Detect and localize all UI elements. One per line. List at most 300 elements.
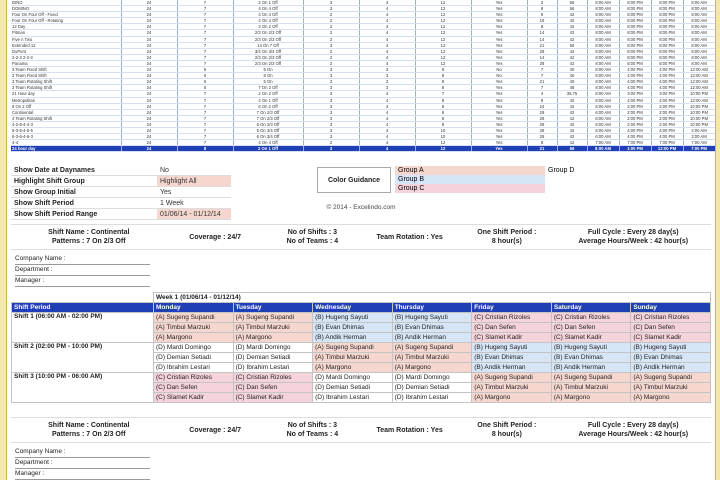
pattern-cell: 5	[177, 85, 233, 91]
pattern-cell: 8:00 AM	[683, 30, 715, 36]
schedule-cell: (D) Demian Setiadi	[233, 353, 313, 363]
pattern-cell: 8	[527, 140, 557, 146]
pattern-cell: 7	[177, 30, 233, 36]
pattern-cell: 14	[527, 54, 557, 60]
pattern-name-cell: 5-3-5-4-5-5	[11, 127, 121, 133]
pattern-cell: 4 On 4 Off	[233, 12, 303, 18]
pattern-cell: 8:00 AM	[587, 24, 619, 30]
pattern-cell: 3	[303, 42, 359, 48]
pattern-name-cell: Four On Four Off - Fixed	[11, 12, 121, 18]
pattern-cell: 4:00 PM	[619, 97, 651, 103]
pattern-cell: 8:00 PM	[619, 0, 651, 6]
day-header-monday: Monday	[154, 303, 234, 313]
schedule-cell: (D) Demian Setiadi	[392, 383, 472, 393]
shift-name-block	[11, 418, 167, 442]
pattern-cell: 5 On	[233, 67, 303, 73]
pattern-cell: 3	[303, 0, 359, 6]
pattern-cell: 2	[303, 36, 359, 42]
pattern-name-cell: 3 Team Rotating Shift	[11, 85, 121, 91]
pattern-cell: 8:00 AM	[587, 42, 619, 48]
pattern-name-cell: 12 Day	[11, 24, 121, 30]
group-b-swatch: Group B	[395, 175, 545, 184]
pattern-cell: 7	[527, 85, 557, 91]
pattern-cell: 42	[557, 121, 587, 127]
pattern-cell: 10	[415, 127, 471, 133]
pattern-cell: 2/3 On 2/3 Off	[233, 60, 303, 66]
schedule-cell: (A) Timbul Marzuki	[551, 383, 631, 393]
pattern-cell: 10:00 PM	[683, 103, 715, 109]
color-guidance-label: Color Guidance	[317, 167, 391, 193]
schedule-cell: (D) Ibrahim Lestari	[154, 363, 234, 373]
pattern-cell: 8:00 PM	[651, 54, 683, 60]
pattern-cell: Yes	[471, 42, 527, 48]
pattern-cell: 8:00 AM	[683, 0, 715, 6]
schedule-cell: (C) Slamet Kadir	[551, 333, 631, 343]
pattern-cell: 3	[359, 73, 415, 79]
shift-label: Shift 2 (02:00 PM - 10:00 PM)	[12, 343, 154, 373]
pattern-cell: 4	[359, 36, 415, 42]
pattern-cell: 42	[557, 115, 587, 121]
pattern-cell: 10:00 PM	[683, 91, 715, 97]
pattern-cell: 2/3 On 2/3 Off	[233, 54, 303, 60]
pattern-cell: 8	[415, 121, 471, 127]
shift-info-bar-2	[11, 417, 711, 443]
schedule-cell: (B) Evan Dhimas	[313, 323, 393, 333]
pattern-cell: 12:00 PM	[651, 146, 683, 152]
pattern-cell: Yes	[471, 103, 527, 109]
pattern-cell: 8	[415, 115, 471, 121]
pattern-cell: 12	[415, 12, 471, 18]
schedule-cell: (A) Sugeng Supandi	[233, 313, 313, 323]
pattern-cell: 2 On 2 Off	[233, 24, 303, 30]
one-shift-period: One Shift Period :	[477, 229, 537, 236]
pattern-name-cell: 6 On 2 Off	[11, 103, 121, 109]
pattern-cell: 10:00 PM	[683, 121, 715, 127]
schedule-cell: (B) Andik Herman	[392, 333, 472, 343]
setting-row	[11, 187, 231, 198]
pattern-cell: Yes	[471, 146, 527, 152]
pattern-cell: 24	[121, 67, 177, 73]
pattern-cell: 8:00 AM	[587, 73, 619, 79]
pattern-cell: 4	[359, 109, 415, 115]
pattern-cell: 8:00 PM	[651, 42, 683, 48]
pattern-cell: 4	[359, 146, 415, 152]
pattern-cell: 7	[177, 115, 233, 121]
setting-value-dropdown[interactable]: Highlight All	[157, 176, 231, 187]
pattern-cell: 7	[177, 109, 233, 115]
pattern-cell: 8	[415, 79, 471, 85]
pattern-cell: 8:00 PM	[619, 36, 651, 42]
shift-patterns: Patterns : 7 On 2/3 Off	[52, 431, 126, 438]
pattern-cell: 4	[359, 18, 415, 24]
pattern-cell: 4	[359, 30, 415, 36]
pattern-cell: 8:00 PM	[619, 18, 651, 24]
pattern-cell: 2	[303, 54, 359, 60]
schedule-cell: (C) Cristian Rizoles	[631, 313, 711, 323]
schedule-cell: (B) Andik Herman	[631, 363, 711, 373]
pattern-cell: 8:00 PM	[651, 48, 683, 54]
pattern-cell: 4	[359, 127, 415, 133]
pattern-cell: 3	[303, 103, 359, 109]
pattern-cell: 3	[303, 79, 359, 85]
pattern-cell: 24	[121, 0, 177, 6]
schedule-cell: (C) Cristian Rizoles	[551, 313, 631, 323]
pattern-cell: 8:00 PM	[651, 24, 683, 30]
pattern-cell: 4:00 PM	[651, 67, 683, 73]
pattern-cell: 28	[527, 48, 557, 54]
department-field[interactable]: Department :	[15, 458, 150, 469]
pattern-cell: 4:00 PM	[651, 134, 683, 140]
pattern-cell: 4 On 4 Off	[233, 6, 303, 12]
pattern-cell: 4:00 PM	[619, 79, 651, 85]
pattern-cell: 10:00 PM	[683, 115, 715, 121]
pattern-cell: 8:00 AM	[683, 12, 715, 18]
pattern-cell: 21	[527, 146, 557, 152]
pattern-cell: 7	[177, 134, 233, 140]
pattern-cell: 7	[177, 121, 233, 127]
pattern-cell: 2:00 PM	[619, 115, 651, 121]
pattern-cell: 24	[121, 36, 177, 42]
shifts-block	[264, 418, 361, 442]
manager-field[interactable]: Manager :	[15, 276, 150, 287]
pattern-cell: 8	[527, 6, 557, 12]
pattern-cell: 2:00 AM	[683, 127, 715, 133]
schedule-cell: (A) Timbul Marzuki	[472, 383, 552, 393]
pattern-name-cell: 6-3-6-4-6-3	[11, 134, 121, 140]
pattern-cell: 12	[415, 140, 471, 146]
schedule-cell: (D) Mardi Domingo	[154, 343, 234, 353]
schedule-cell: (D) Mardi Domingo	[233, 343, 313, 353]
pattern-cell: 6:00 AM	[587, 115, 619, 121]
pattern-cell: 4:00 PM	[651, 73, 683, 79]
schedule-cell: (B) Evan Dhimas	[631, 353, 711, 363]
pattern-cell: 8	[177, 146, 233, 152]
schedule-cell: (B) Andik Herman	[313, 333, 393, 343]
pattern-cell: 8:00 AM	[683, 36, 715, 42]
pattern-cell: 36.75	[557, 91, 587, 97]
pattern-cell: 24	[121, 85, 177, 91]
pattern-cell: 4	[359, 134, 415, 140]
pattern-cell: 42	[557, 134, 587, 140]
pattern-cell: 5	[177, 67, 233, 73]
pattern-cell: 8:00 PM	[651, 36, 683, 42]
schedule-cell: (D) Mardi Domingo	[313, 373, 393, 383]
pattern-cell: 42	[557, 12, 587, 18]
pattern-cell: 4	[359, 140, 415, 146]
setting-value-dropdown[interactable]: 1 Week	[157, 198, 231, 209]
schedule-header-row	[12, 303, 711, 313]
schedule-cell: (B) Hugeng Sayuti	[551, 343, 631, 353]
pattern-cell: Yes	[471, 121, 527, 127]
pattern-cell: 2 On 2 Off	[233, 91, 303, 97]
pattern-cell: 7	[177, 140, 233, 146]
pattern-cell: 42	[557, 24, 587, 30]
pattern-cell: Yes	[471, 30, 527, 36]
schedule-cell: (C) Slamet Kadir	[154, 393, 234, 403]
pattern-cell: 8:00 PM	[651, 12, 683, 18]
pattern-cell: 8	[415, 103, 471, 109]
pattern-cell: 2	[303, 140, 359, 146]
shift-name: Shift Name : Continental	[48, 422, 130, 429]
day-header-tuesday: Tuesday	[233, 303, 313, 313]
schedule-cell: (C) Cristian Rizoles	[154, 373, 234, 383]
pattern-cell: Yes	[471, 97, 527, 103]
pattern-cell: Yes	[471, 60, 527, 66]
pattern-cell: 7	[415, 91, 471, 97]
pattern-cell: 3	[359, 67, 415, 73]
pattern-cell: 56	[557, 42, 587, 48]
pattern-cell: 21	[527, 79, 557, 85]
one-shift-block	[458, 225, 555, 249]
pattern-cell: 3	[303, 134, 359, 140]
schedule-cell: (B) Hugeng Sayuti	[392, 313, 472, 323]
setting-label: Highlight Shift Group	[11, 176, 157, 187]
pattern-cell: 8 On	[233, 73, 303, 79]
pattern-cell: 8:00 AM	[587, 6, 619, 12]
pattern-cell: 2	[303, 18, 359, 24]
pattern-cell: 4:00 PM	[619, 85, 651, 91]
schedule-row	[12, 343, 711, 353]
pattern-name-cell: 21 Hour day	[11, 91, 121, 97]
pattern-cell: 7:00 PM	[651, 140, 683, 146]
pattern-cell: 4	[359, 54, 415, 60]
pattern-cell: 3	[303, 6, 359, 12]
pattern-cell: 14	[527, 30, 557, 36]
pattern-cell: Yes	[471, 85, 527, 91]
pattern-cell: 12	[415, 6, 471, 12]
shift-patterns-table	[11, 0, 716, 152]
pattern-cell: 24	[527, 103, 557, 109]
spreadsheet-page	[6, 0, 716, 480]
one-shift-value: 8 hour(s)	[491, 431, 522, 438]
pattern-cell: 7	[177, 6, 233, 12]
pattern-cell: 4	[359, 42, 415, 48]
team-rotation: Team Rotation : Yes	[376, 426, 443, 434]
pattern-cell: 24	[121, 12, 177, 18]
pattern-cell: 7 On 2/3 Off	[233, 109, 303, 115]
pattern-cell: 5 On 3/4 Off	[233, 127, 303, 133]
pattern-cell: 3	[359, 79, 415, 85]
pattern-cell: 8	[415, 97, 471, 103]
pattern-cell: 6:00 AM	[587, 103, 619, 109]
group-a-swatch: Group A	[395, 166, 545, 175]
pattern-cell: 42	[557, 48, 587, 54]
setting-value-dropdown[interactable]: Yes	[157, 187, 231, 198]
day-header-wednesday: Wednesday	[313, 303, 393, 313]
shift-name: Shift Name : Continental	[48, 229, 130, 236]
pattern-cell: 24	[121, 121, 177, 127]
pattern-cell: 12	[415, 54, 471, 60]
pattern-cell: 28	[527, 134, 557, 140]
pattern-cell: 3	[303, 121, 359, 127]
department-field[interactable]: Department :	[15, 265, 150, 276]
schedule-cell: (A) Sugeng Supandi	[631, 373, 711, 383]
pattern-cell: 24	[121, 54, 177, 60]
pattern-cell: 24	[121, 42, 177, 48]
setting-label: Show Group Initial	[11, 187, 157, 198]
pattern-cell: 12:00 AM	[683, 73, 715, 79]
pattern-cell: 8:00 PM	[619, 54, 651, 60]
pattern-cell: Yes	[471, 0, 527, 6]
pattern-cell: 8:00 AM	[587, 12, 619, 18]
num-shifts: No of Shifts : 3	[287, 229, 338, 236]
schedule-cell: (C) Dan Sefen	[551, 323, 631, 333]
pattern-cell: 7	[177, 54, 233, 60]
pattern-cell: 4	[359, 91, 415, 97]
pattern-cell: 42	[557, 103, 587, 109]
schedule-cell: (A) Timbul Marzuki	[233, 323, 313, 333]
pattern-cell: 3	[303, 91, 359, 97]
schedule-cell: (B) Hugeng Sayuti	[631, 343, 711, 353]
pattern-cell: 24	[121, 30, 177, 36]
schedule-cell: (A) Margono	[631, 393, 711, 403]
pattern-cell: 21	[527, 42, 557, 48]
pattern-cell: 42	[557, 60, 587, 66]
schedule-cell: (C) Slamet Kadir	[631, 333, 711, 343]
pattern-cell: 7	[177, 127, 233, 133]
pattern-cell: 7:00 AM	[587, 140, 619, 146]
pattern-name-cell: 24 hour day	[11, 146, 121, 152]
pattern-cell: 24	[121, 109, 177, 115]
group-c-swatch: Group C	[395, 184, 545, 193]
pattern-cell: 8	[415, 109, 471, 115]
pattern-cell: 12:00 AM	[683, 85, 715, 91]
pattern-cell: 3	[303, 67, 359, 73]
average-hours: Average Hours/Week : 42 hour(s)	[578, 431, 689, 438]
pattern-cell: 24	[121, 91, 177, 97]
pattern-cell: 7	[177, 36, 233, 42]
schedule-cell: (C) Slamet Kadir	[472, 333, 552, 343]
setting-value-dropdown[interactable]: 01/06/14 - 01/12/14	[157, 209, 231, 220]
pattern-cell: 42	[557, 140, 587, 146]
pattern-cell: 24	[121, 127, 177, 133]
pattern-cell: 2/3 On 2/3 Off	[233, 30, 303, 36]
pattern-cell: 24	[121, 18, 177, 24]
full-cycle: Full Cycle : Every 28 day(s)	[587, 422, 679, 429]
schedule-cell: (A) Margono	[392, 363, 472, 373]
pattern-cell: 4	[359, 115, 415, 121]
pattern-cell: 7 On 2/3 Off	[233, 115, 303, 121]
pattern-cell: 6 On 3/4 Off	[233, 134, 303, 140]
pattern-cell: 6:00 AM	[587, 109, 619, 115]
company-name-field[interactable]: Company Name :	[15, 447, 150, 458]
shift-name-block	[11, 225, 167, 249]
schedule-cell: (B) Evan Dhimas	[472, 353, 552, 363]
pattern-cell: 56	[557, 6, 587, 12]
pattern-cell: 2	[303, 12, 359, 18]
day-header-sunday: Sunday	[631, 303, 711, 313]
company-name-field[interactable]: Company Name :	[15, 254, 150, 265]
pattern-cell: 8	[415, 67, 471, 73]
pattern-cell: 2:00 PM	[619, 103, 651, 109]
pattern-cell: 4	[359, 6, 415, 12]
pattern-cell: Yes	[471, 12, 527, 18]
manager-field[interactable]: Manager :	[15, 469, 150, 480]
schedule-cell: (A) Timbul Marzuki	[631, 383, 711, 393]
pattern-cell: 4 On 4 Off	[233, 18, 303, 24]
pattern-cell: 56	[557, 0, 587, 6]
pattern-cell: 7	[177, 60, 233, 66]
pattern-cell: 12:00 AM	[683, 67, 715, 73]
pattern-cell: 12	[415, 30, 471, 36]
pattern-cell: 12	[415, 42, 471, 48]
pattern-cell: 40	[557, 79, 587, 85]
pattern-cell: 4	[359, 97, 415, 103]
pattern-cell: 12	[415, 0, 471, 6]
pattern-cell: 7	[177, 48, 233, 54]
pattern-cell: 2:00 PM	[619, 121, 651, 127]
pattern-cell: 5	[177, 73, 233, 79]
pattern-cell: 4:00 PM	[651, 127, 683, 133]
pattern-cell: Yes	[471, 18, 527, 24]
pattern-cell: 8	[415, 85, 471, 91]
pattern-name-cell: Metropolitan	[11, 97, 121, 103]
pattern-cell: 24	[121, 60, 177, 66]
pattern-cell: 2:00 PM	[619, 109, 651, 115]
cycle-block	[555, 418, 711, 442]
pattern-cell: 4	[359, 0, 415, 6]
schedule-cell: (D) Demian Setiadi	[313, 383, 393, 393]
pattern-cell: 2:00 PM	[651, 121, 683, 127]
pattern-name-cell: DuPont	[11, 48, 121, 54]
pattern-row[interactable]	[11, 146, 715, 152]
pattern-cell: 24	[121, 97, 177, 103]
pattern-cell: 24	[121, 24, 177, 30]
pattern-cell: 24	[121, 140, 177, 146]
pattern-cell: 12	[415, 18, 471, 24]
pattern-cell: 24	[121, 48, 177, 54]
pattern-cell: 8:00 AM	[587, 91, 619, 97]
pattern-cell: 7	[177, 0, 233, 6]
pattern-cell: 24	[121, 103, 177, 109]
day-header-thursday: Thursday	[392, 303, 472, 313]
pattern-cell: 8:00 AM	[683, 60, 715, 66]
schedule-cell: (A) Timbul Marzuki	[313, 353, 393, 363]
pattern-cell: 16	[527, 18, 557, 24]
pattern-cell: 4:00 PM	[651, 85, 683, 91]
pattern-name-cell: 4 Team Rotating Shift	[11, 115, 121, 121]
pattern-cell: 8:00 AM	[587, 48, 619, 54]
pattern-cell: 5 On	[233, 79, 303, 85]
cycle-block	[555, 225, 711, 249]
pattern-name-cell: Panama	[11, 60, 121, 66]
coverage: Coverage : 24/7	[189, 233, 242, 241]
pattern-cell: 2:00 PM	[651, 115, 683, 121]
full-cycle: Full Cycle : Every 28 day(s)	[587, 229, 679, 236]
pattern-cell: 8:00 AM	[587, 18, 619, 24]
pattern-cell: 24	[121, 134, 177, 140]
pattern-cell: 8:00 AM	[587, 79, 619, 85]
pattern-cell: 8:00 AM	[683, 42, 715, 48]
pattern-cell: 6:00 AM	[587, 121, 619, 127]
schedule-cell: (D) Mardi Domingo	[392, 373, 472, 383]
pattern-cell: 8:00 AM	[683, 48, 715, 54]
pattern-cell: 8:00 PM	[651, 0, 683, 6]
pattern-cell: 6:00 AM	[587, 134, 619, 140]
pattern-cell: 2 On 1 Off	[233, 146, 303, 152]
pattern-cell: 24	[121, 73, 177, 79]
schedule-cell: (A) Margono	[313, 363, 393, 373]
schedule-cell: (C) Dan Sefen	[233, 383, 313, 393]
pattern-cell: 4	[359, 24, 415, 30]
pattern-cell: 12	[415, 24, 471, 30]
pattern-cell: 2:00 PM	[651, 103, 683, 109]
schedule-cell: (C) Cristian Rizoles	[472, 313, 552, 323]
pattern-cell: 56	[557, 146, 587, 152]
day-header-saturday: Saturday	[551, 303, 631, 313]
setting-value-dropdown[interactable]: No	[157, 165, 231, 176]
pattern-cell: 7	[177, 103, 233, 109]
